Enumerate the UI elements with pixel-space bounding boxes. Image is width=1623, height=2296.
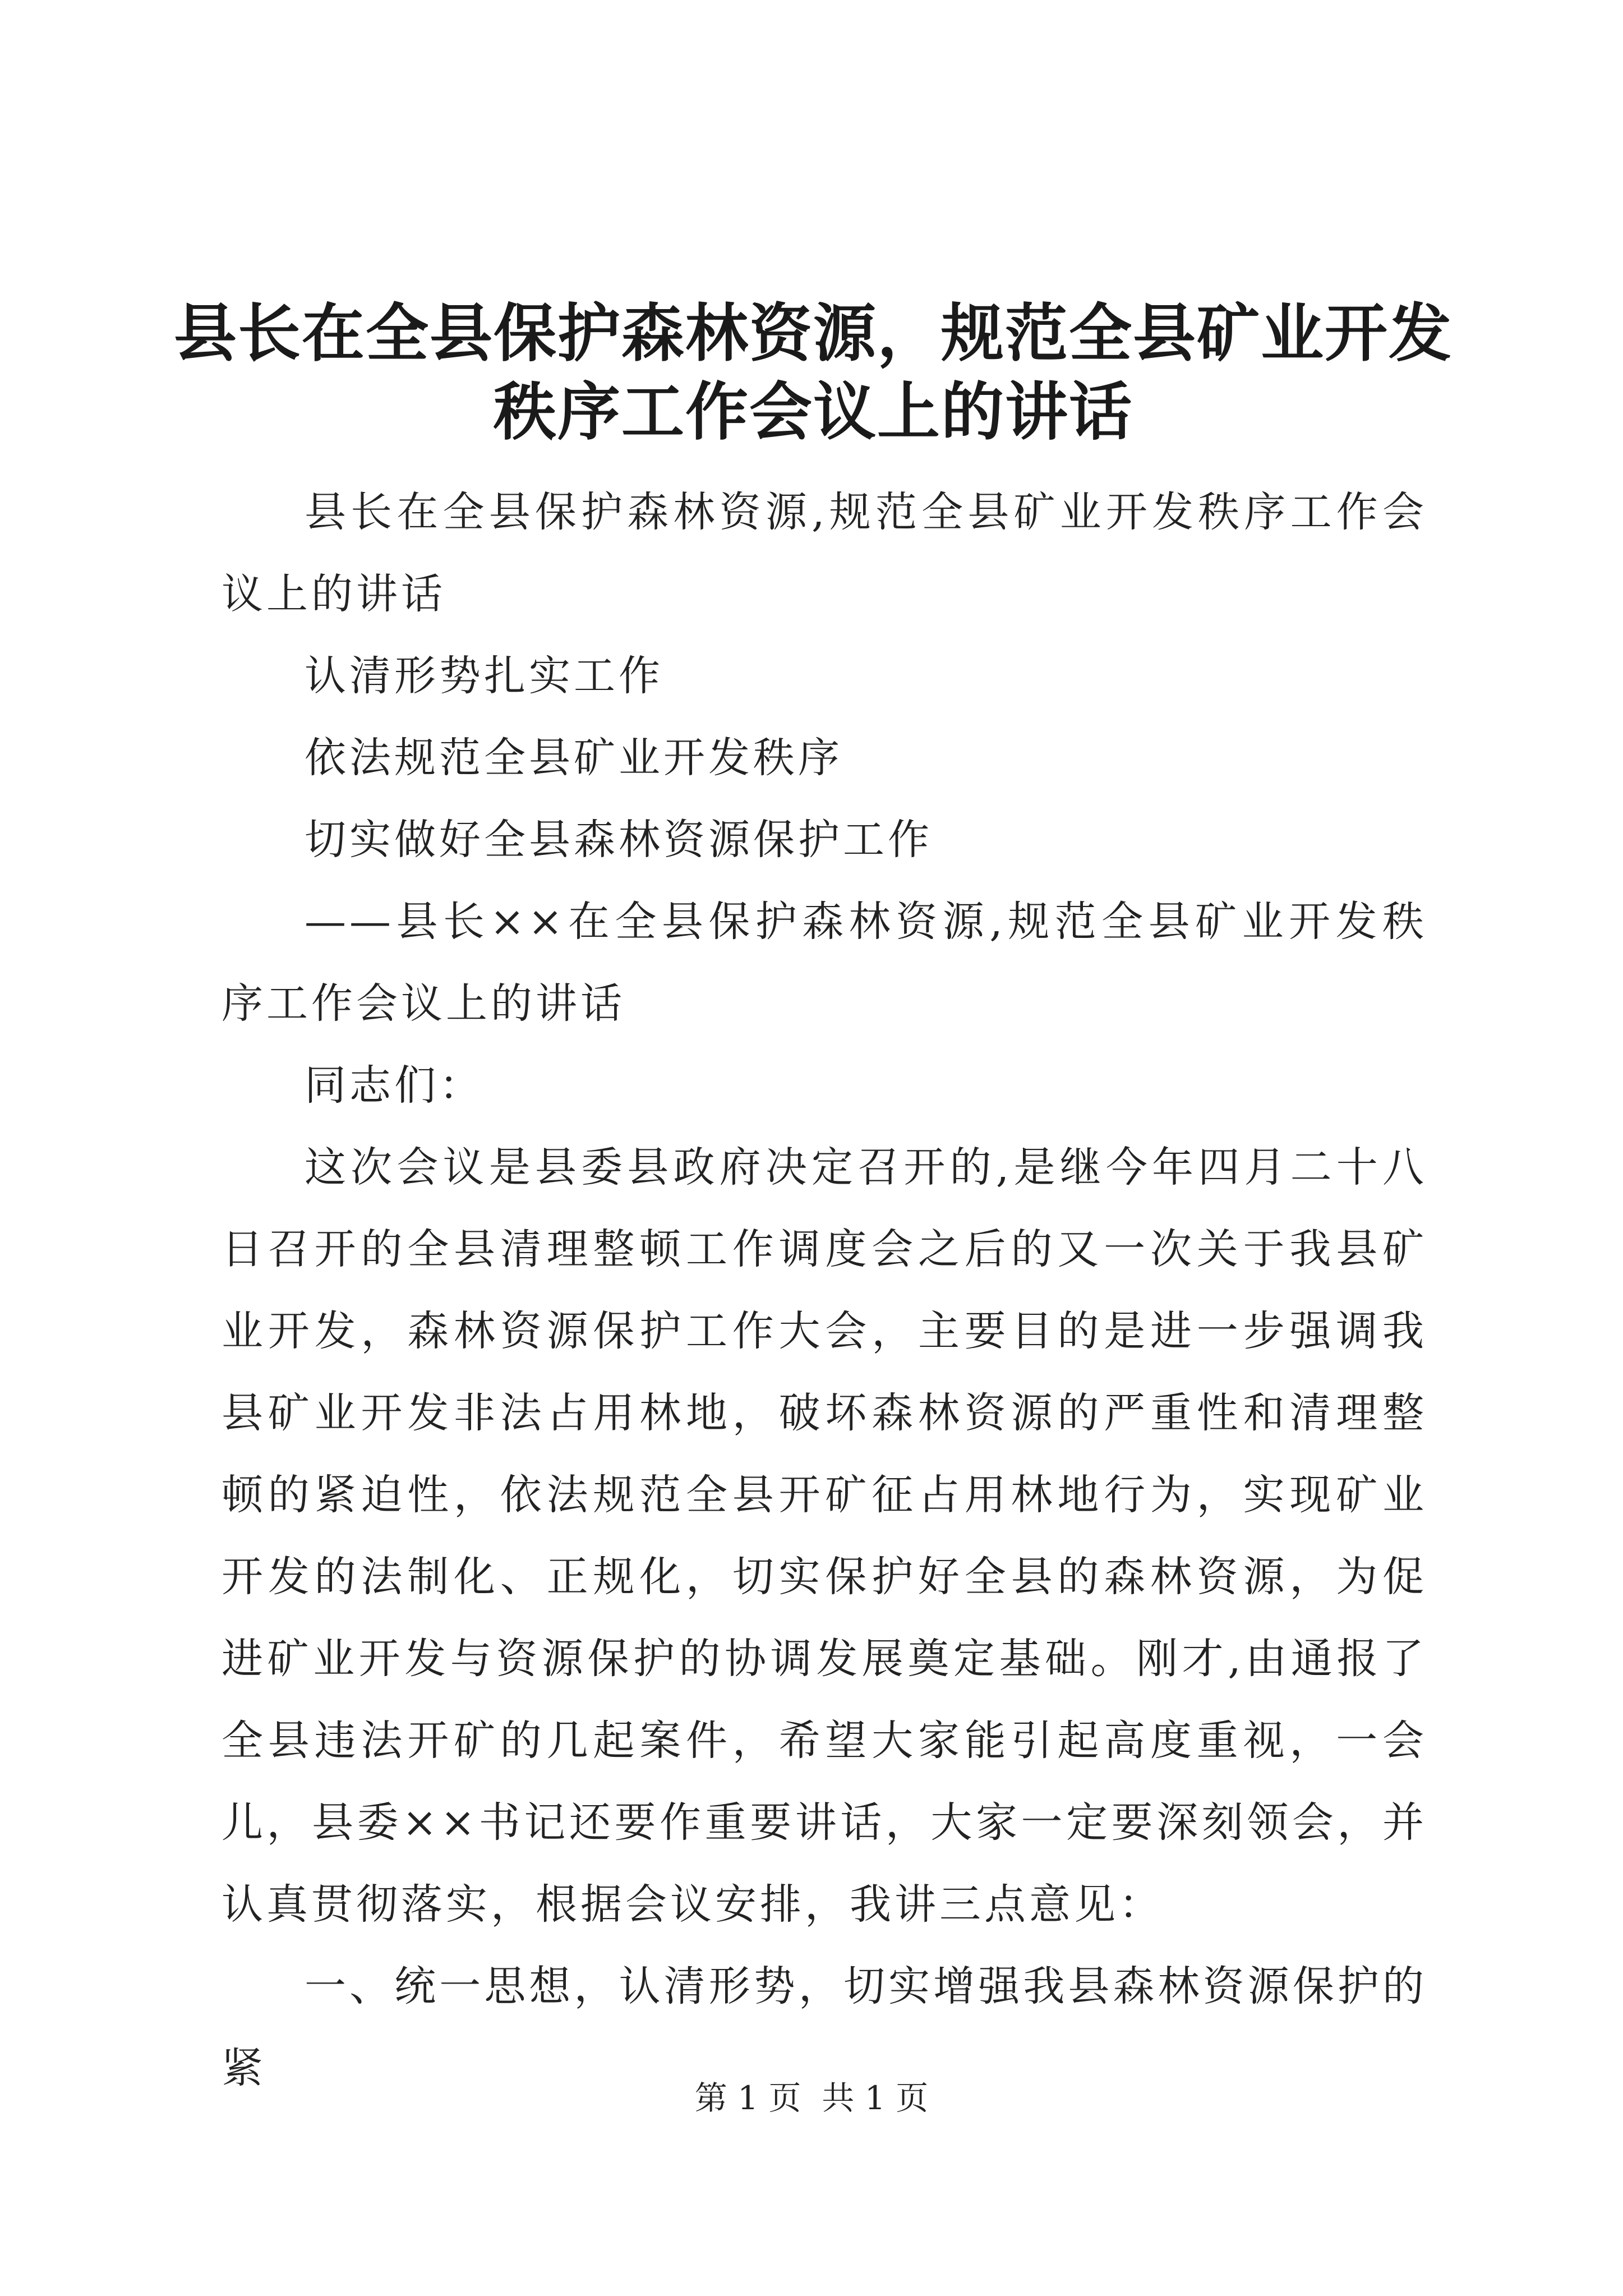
- paragraph-body: 这次会议是县委县政府决定召开的,是继今年四月二十八日召开的全县清理整顿工作调度会之后的又一次关于我县矿业开发，森林资源保护工作大会，主要目的是进一步强调我县矿业开发非法占用林地，破坏森林资源的严重性和清理整顿的紧迫性，依法规范全县开矿征占用林地行为，实现矿业开发的法制化、正规化，切实保护好全县的森林资源，为促进矿业开发与资源保护的协调发展奠定基础。刚才,由通报了全县违法开矿的几起案件，希望大家能引起高度重视，一会儿，县委××书记还要作重要讲话，大家一定要深刻领会，并认真贯彻落实，根据会议安排，我讲三点意见：: [222, 1143, 1427, 1929]
- paragraph-heading-2: 依法规范全县矿业开发秩序: [305, 734, 843, 782]
- document-body: [222, 471, 1427, 2109]
- paragraph-heading-1: 认清形势扎实工作: [305, 652, 663, 700]
- document-title-line-2: 秩序工作会议上的讲话: [494, 375, 1133, 449]
- paragraph-section-1: 一、统一思想，认清形势，切实增强我县森林资源保护的紧: [222, 1962, 1427, 2092]
- page-number-label: 第 1 页 共 1 页: [694, 2079, 929, 2117]
- paragraph-subtitle: 县长在全县保护森林资源,规范全县矿业开发秩序工作会议上的讲话: [222, 488, 1427, 618]
- page-footer: [0, 2076, 1623, 2120]
- paragraph-salutation: 同志们：: [305, 1061, 484, 1110]
- document-title-line-1: 县长在全县保护森林资源，规范全县矿业开发: [174, 297, 1453, 370]
- paragraph-byline: ——县长××在全县保护森林资源,规范全县矿业开发秩序工作会议上的讲话: [222, 898, 1427, 1028]
- paragraph-heading-3: 切实做好全县森林资源保护工作: [305, 816, 933, 864]
